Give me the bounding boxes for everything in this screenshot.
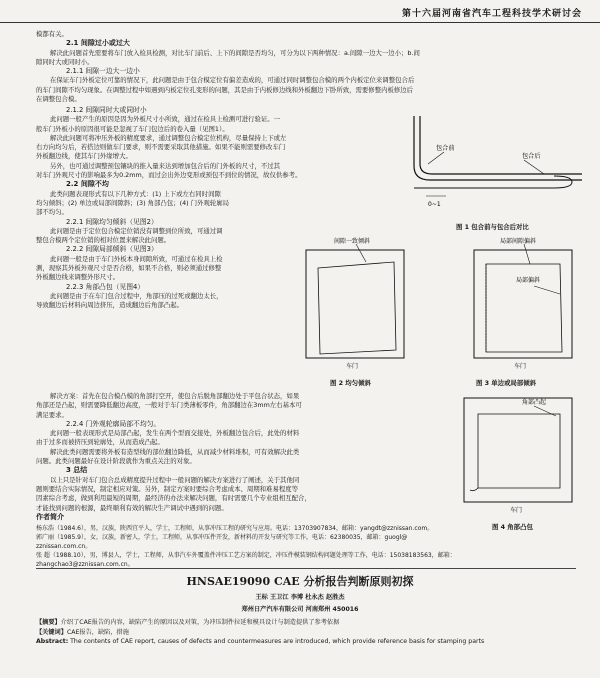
- article-authors: 王标 王卫江 李博 杜永杰 赵胜杰: [255, 594, 345, 601]
- text-line: 在调整包合模。: [36, 95, 81, 104]
- subsection-heading: 2.1.2 间隙同时大或同时小: [66, 106, 147, 114]
- text-line: 导致翻边后材料向周边挤压，造成翻边后角部凸起。: [36, 301, 183, 310]
- bio-line: 郭广丽（1985.9），女，汉族，新密人，学士，工程师，从事冲压件开发，新材料的开发与研究等工作，电话：62380035，邮箱：guogl@: [36, 534, 408, 541]
- abstract-cn-line: [36, 618, 584, 628]
- journal-title: 第十六届河南省汽车工程科技学术研讨会: [401, 9, 582, 19]
- figure-4-caption: 图 4 角部凸包: [492, 523, 533, 531]
- mid-text-block: [36, 392, 450, 522]
- text-line: 均匀倾斜；(2) 单边或局部间隙斜；(3) 角部凸包；(4) 门外观轮廓局: [36, 198, 230, 207]
- text-line: 模都有关。: [36, 30, 68, 38]
- subsection-heading: 2.2.2 间隙局部倾斜（见图3）: [66, 245, 158, 254]
- article-affiliation: 郑州日产汽车有限公司 河南郑州 450016: [241, 606, 359, 613]
- figure-1-diagram: [404, 108, 594, 216]
- figure-4-diagram: [456, 392, 586, 518]
- section-heading: 3 总结: [66, 466, 88, 475]
- text-line: 的车门间隙不均匀现象。在调整过程中如遇到内板定位孔变形的问题，其是由于内板修边线和外板翻边下卧所致，需要修整内板修边后: [36, 85, 414, 94]
- figure-2-diagram: [296, 234, 412, 374]
- bio-line: 杨东浩（1984.6），男，汉族，陕西宜平人，学士，工程师，从事冲压工程的研究与应用。电话：13703907834，邮箱：yangdt@zznissan.com。: [36, 525, 434, 532]
- subsection-heading: 2.2.1 间隙均匀倾斜（见图2）: [66, 217, 158, 226]
- fig1-dimension: 0~1: [428, 201, 441, 208]
- abstract-en-text: The contents of CAE report, causes of defects and countermeasures are introduced, which provide reference basis for stamping parts: [70, 638, 485, 645]
- section-heading: 2.2 间隙不均: [66, 180, 109, 189]
- text-line: 解决方案：首先在包合模凸模的角部打空开，使包合后脱角部翻边处于平包合状态，如果: [50, 392, 300, 400]
- text-line: 般车门外板小的原因很可能是忽视了车门包边后的卷入量（见图1）。: [36, 124, 229, 133]
- abstract-cn-text: 介绍了CAE报告的内容，缺陷产生的原因以及对策，为冲压制件拉延和模具设计与制造提供了参考依据: [60, 619, 340, 626]
- fig3-side-label: 局部偏斜: [516, 277, 541, 284]
- fig1-label-before: 包合前: [436, 145, 455, 152]
- text-line: 隙同时大或同时小。: [36, 57, 94, 66]
- text-line: 测，现察其外板外观尺寸是否合格，如果不合格，则必须通过修整: [36, 264, 222, 273]
- text-line: 外板翻边线来调整外形尺寸。: [36, 273, 120, 282]
- subsection-heading: 2.1.1 间隙一边大一边小: [66, 67, 140, 76]
- subsection-heading: 2.2.3 角部凸包（见图4）: [66, 282, 145, 291]
- text-line: 满足要求。: [36, 410, 68, 419]
- text-line: 才能找到问题的根源，最终顺利有效的解决生产调试中遇到的问题。: [36, 503, 228, 512]
- figure-1-caption: 图 1 包合前与包合后对比: [456, 223, 529, 231]
- article-title: HNSAE19090 CAE 分析报告判断原则初探: [186, 575, 414, 588]
- figure-3-caption: 图 3 单边或局部倾斜: [476, 379, 537, 387]
- abstract-cn-label: 【摘要】: [36, 619, 61, 626]
- top-text-block: [36, 30, 584, 104]
- abstract-en-label: Abstract:: [36, 638, 69, 645]
- bio-line: 张 超（1988.10），男，博县人，学士，工程师，从事汽车外覆盖件冲压工艺方案的制定，冲压件模装钢结构问题处理等工作，电话：15038183563，邮箱：: [36, 552, 456, 559]
- text-line: 此类问题表现形式有以下几种方式：(1) 上下或左右同时间隙: [50, 189, 221, 198]
- keywords-label: 【关键词】: [36, 628, 67, 636]
- text-line: 对车门外观尺寸的影响最多为0.2mm，而过会出外边变形或预包不到位的情况，故仅供参考。: [36, 171, 302, 180]
- bio-line: zznissan.com.cn。: [36, 543, 92, 550]
- fig4-bottom-label: 车门: [510, 507, 523, 514]
- section-heading: 2.1 间隙过小或过大: [66, 39, 130, 48]
- text-line: 此问题是由于在车门包合过程中，角部压的过死或翻边太长，: [50, 291, 223, 300]
- keywords-text: CAE报告，缺陷，措施: [66, 628, 129, 636]
- fig2-top-label: 间隙一致倾斜: [334, 238, 371, 245]
- text-line: 另外，也可通过调整预包镶块的推入量来达到增加包合后的门外板的尺寸，不过其: [50, 161, 281, 170]
- text-line: 因素综合考虑，做到利用最短的周期，最经济的办法来解决问题，有时需要几个专业组相互配合，: [36, 494, 311, 503]
- fig3-bottom-label: 车门: [514, 363, 527, 370]
- text-line: 此问题一般表现形式是局部凸起，发生在两个型面交接处，外板翻边包合后，此处的材料: [50, 429, 300, 438]
- text-line: 解决此问题可将冲压外板的精度要求，通过调整包合模定位机构，尽量保持上下或左: [50, 133, 287, 142]
- author-bio-block: [36, 524, 580, 569]
- keywords-line: [36, 628, 584, 638]
- text-line: 在保证车门外板定位可靠的情况下，此问题是由于包合模定位有偏差造成的，可通过同时调整包合模的两个内板定位来调整包合后: [50, 76, 415, 85]
- fig3-top-label: 局部间隙偏斜: [500, 238, 537, 245]
- text-line: 此问题一般产生的原因是因为外板尺寸小所致，通过在检具上检测可进行验证。一: [50, 115, 281, 124]
- text-line: 角部还是凸起，则需要降低翻边高度，一般对于车门类薄板零件，角部翻边在3mm左右基本可: [36, 401, 302, 410]
- text-line: 右方向均匀后，若搭边则做车门要求，则不需要采取其他措施。如果不能则需要修改车门: [36, 143, 286, 152]
- text-line: 问题。此类问题最好在设计阶段就作为重点关注的对象。: [36, 457, 196, 466]
- fig1-label-after: 包合后: [522, 153, 541, 160]
- text-line: 此问题一般是由于车门外板本身间隙所致，可通过在检具上检: [50, 254, 223, 263]
- text-line: 此问题是由于定位包合模定位销没有调整到位所致，可通过调: [50, 226, 223, 235]
- bio-line: zhangchao3@zznissan.com.cn。: [36, 561, 134, 568]
- section-divider: [36, 568, 576, 569]
- text-line: 以上只是针对车门包合总成精度提升过程中一般问题的解决方案进行了阐述，关于其他同: [50, 475, 300, 484]
- figure-3-diagram: [464, 234, 580, 374]
- abstract-block: [36, 618, 584, 647]
- figure-2-caption: 图 2 均匀倾斜: [330, 379, 371, 387]
- bio-heading: 作者简介: [36, 512, 64, 521]
- text-line: 解决此问题首先需要将车门放入检具检测，对比车门前后、上下的间隙是否均匀，可分为以下两种情况：a.间隙一边大一边小；b.间: [50, 48, 420, 57]
- fig4-corner-label: 角部凸起: [522, 399, 547, 406]
- text-line: 由于过多而被挤压到轮廓处，从而造成凸起。: [36, 438, 164, 447]
- abstract-en-line: [36, 637, 584, 647]
- text-line: 外板翻边线，使其车门外缘增大。: [36, 152, 132, 161]
- text-line: 题则要结合实际情况，制定相应对策。另外，制定方案时要综合考虑成本、周期和难易程度等: [36, 484, 299, 493]
- subsection-heading: 2.2.4 门外观轮廓局部不均匀。: [66, 419, 161, 428]
- journal-header: [0, 0, 600, 23]
- text-line: 部不均匀。: [36, 208, 68, 217]
- fig2-bottom-label: 车门: [346, 363, 359, 370]
- text-line: 整包合模两个定位销的相对位置来解决此问题。: [36, 236, 171, 245]
- text-line: 解决此类问题需要将外板有造型线的部位翻边降低，从而减少材料堆积，可有效解决此类: [50, 447, 300, 456]
